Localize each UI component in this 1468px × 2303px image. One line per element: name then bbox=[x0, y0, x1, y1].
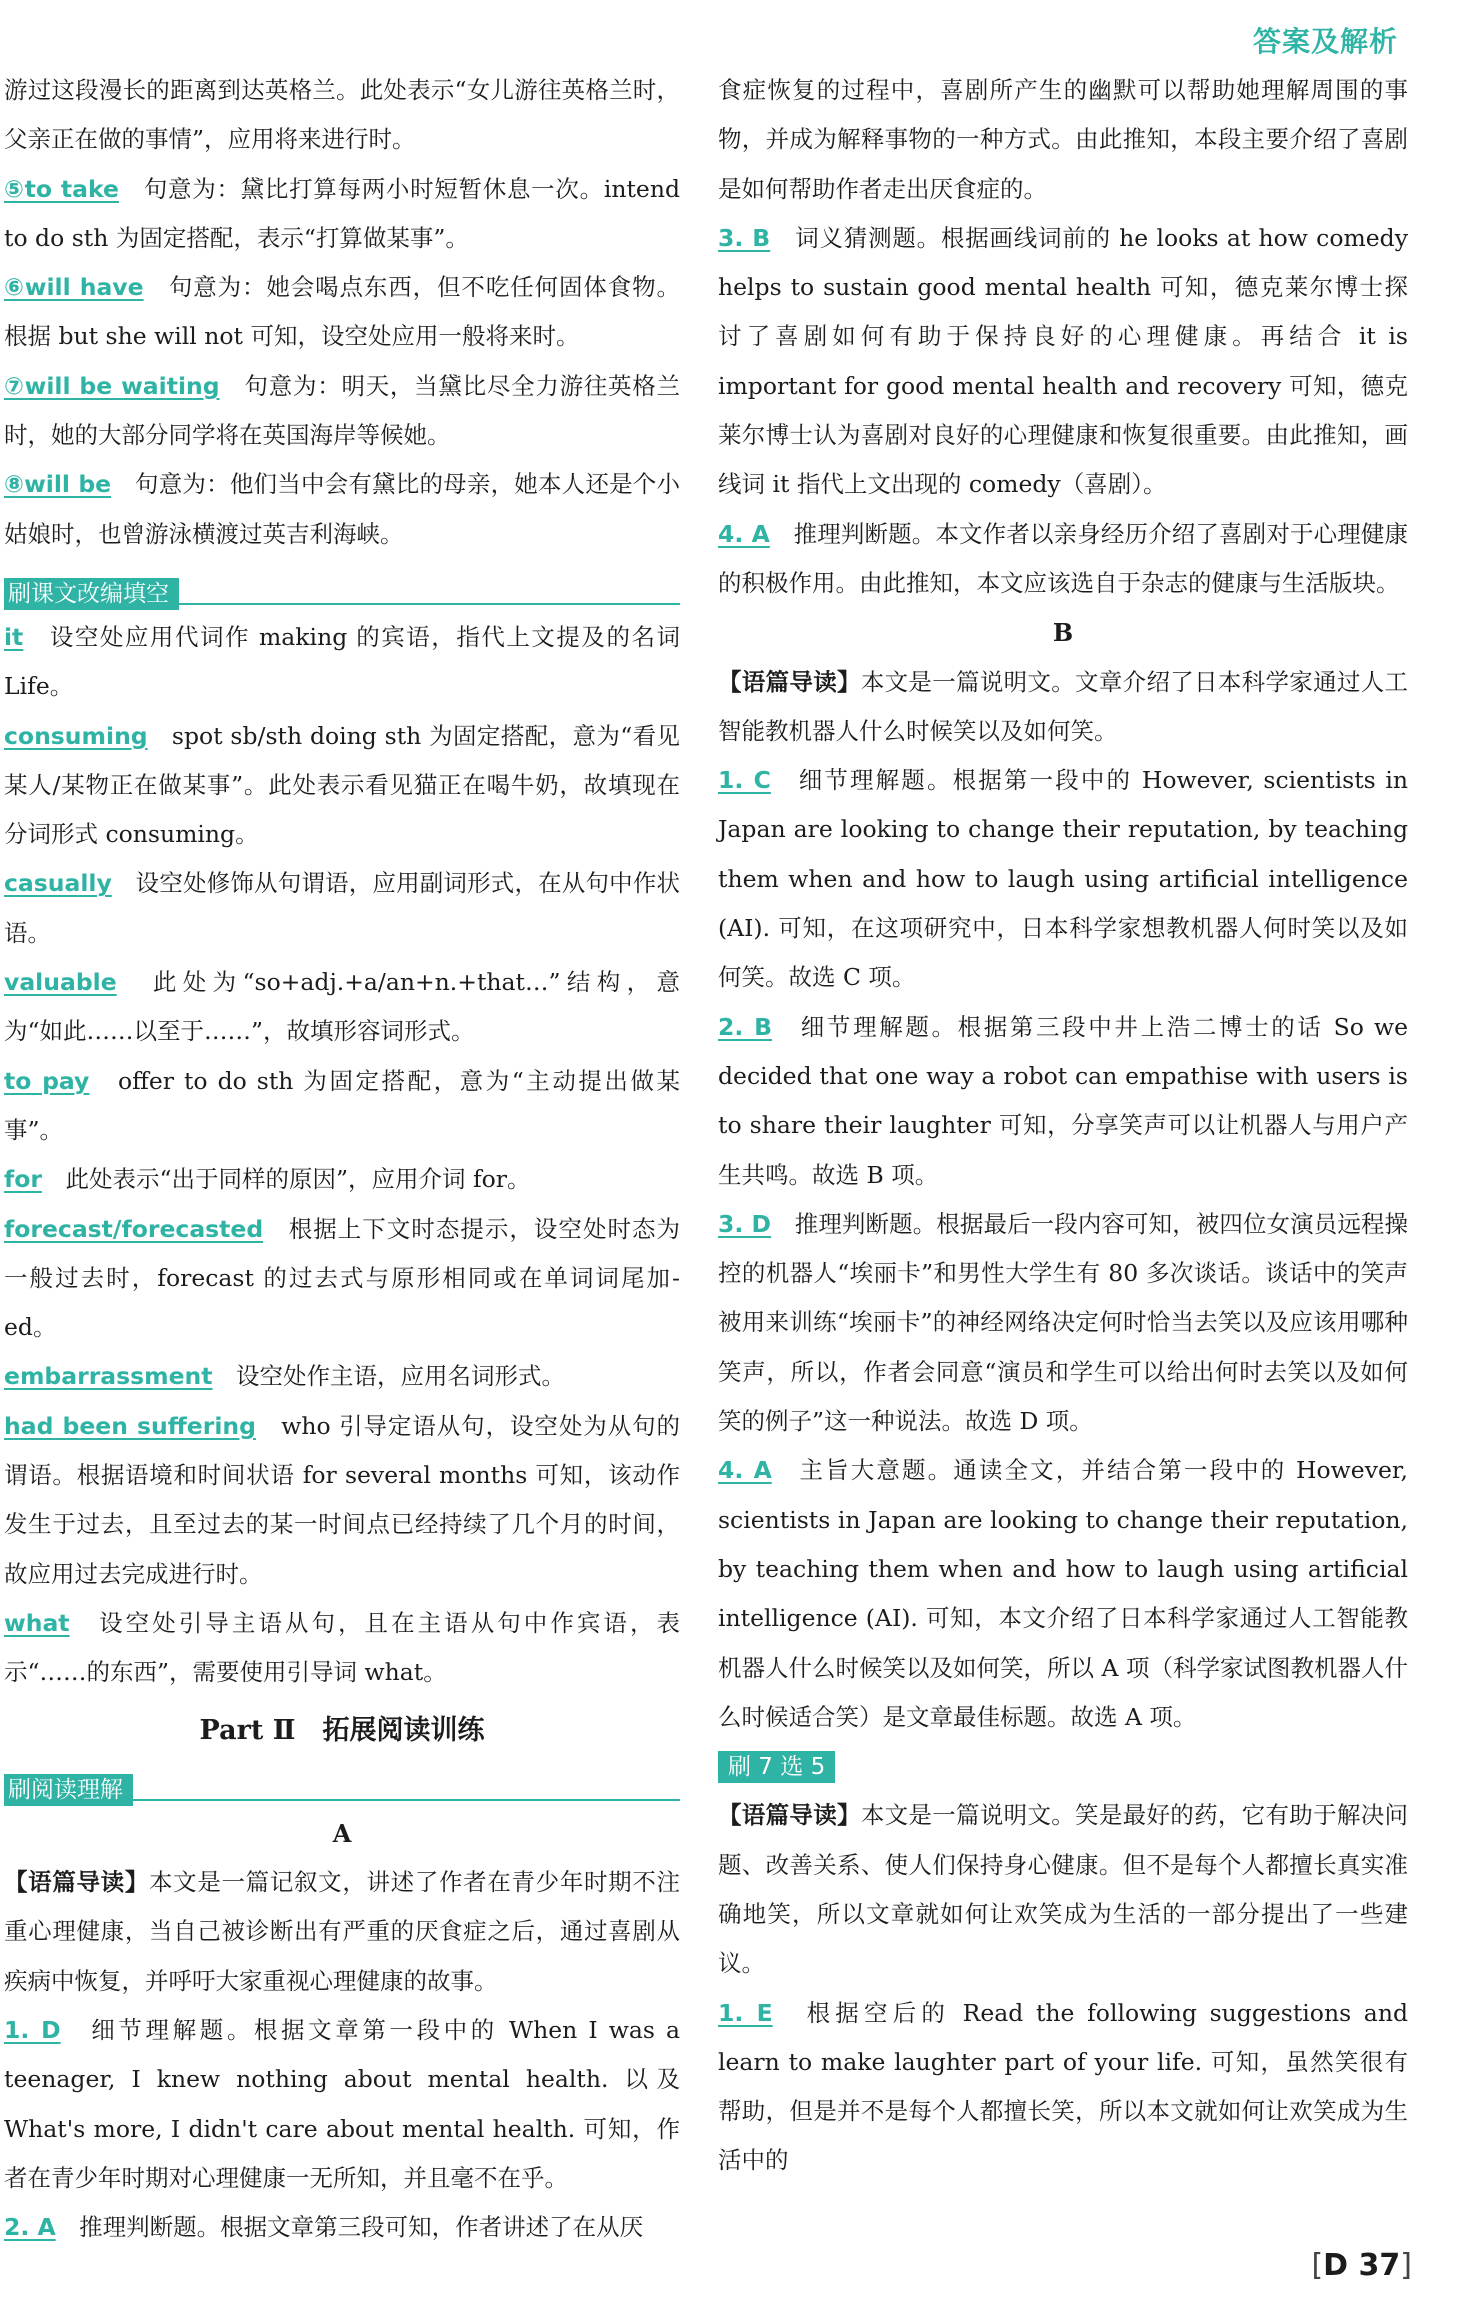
passage-label-a: A bbox=[332, 1818, 352, 1848]
passage-label-b: B bbox=[1052, 618, 1074, 648]
question-a3: 3. B 词义猜测题。根据画线词前的 he looks at how comedy helps to sustain good mental health 可知，德克莱尔博士探讨了喜剧如何有助于保持良好的心理健康。再结合 it is important for good mental health and recovery 可知，德克莱尔博士认为喜剧对良好的心理健康和恢复很重要。由此推知，画线词 it 指代上文出现的 comedy（喜剧）。 bbox=[718, 223, 1408, 499]
page-number: [D 37] bbox=[1311, 2248, 1412, 2283]
fill-item-2: consuming spot sb/sth doing sth 为固定搭配，意为“看见某人/某物正在做某事”。此处表示看见猫正在喝牛奶，故填现在分词形式 consuming。 bbox=[4, 721, 680, 849]
fill-item-9: had been suffering who 引导定语从句，设空处为从句的谓语。根据语境和时间状语 for several months 可知，该动作发生于过去，且至过去的某一时间点已经持续了几个月的时间，故应用过去完成进行时。 bbox=[4, 1411, 681, 1588]
fill-item-1: it 设空处应用代词作 making 的宾语，指代上文提及的名词 Life。 bbox=[4, 622, 680, 701]
section-heading-reading: 刷阅读理解 bbox=[4, 1765, 680, 1801]
answer-item-6: ⑥will have 句意为：她会喝点东西，但不吃任何固体食物。根据 but she will not 可知，设空处应用一般将来时。 bbox=[4, 273, 680, 351]
section-heading-fill-blank: 刷课文改编填空 bbox=[4, 569, 680, 605]
paragraph: 食症恢复的过程中，喜剧所产生的幽默可以帮助她理解周围的事物，并成为解释事物的一种方式。由此推知，本段主要介绍了喜剧是如何帮助作者走出厌食症的。 bbox=[718, 76, 1408, 203]
fill-item-5: to pay offer to do sth 为固定搭配，意为“主动提出做某事”。 bbox=[4, 1066, 681, 1144]
passage-guide-b: 【语篇导读】本文是一篇说明文。文章介绍了日本科学家通过人工智能教机器人什么时候笑以及如何笑。 bbox=[718, 667, 1409, 745]
question-b1: 1. C 细节理解题。根据第一段中的 However, scientists in Japan are looking to change their reputation, by teaching them when and how to laugh using artificial intelligence (AI). 可知，在这项研究中，日本科学家想教机器人何时笑以及如何笑。故选 C 项。 bbox=[718, 766, 1408, 992]
fill-item-10: what 设空处引导主语从句，且在主语从句中作宾语，表示“……的东西”，需要使用引导词 what。 bbox=[4, 1608, 681, 1687]
paragraph: 游过这段漫长的距离到达英格兰。此处表示“女儿游往英格兰时，父亲正在做的事情”，应用将来进行时。 bbox=[4, 76, 680, 154]
passage-guide-a: 【语篇导读】本文是一篇记叙文，讲述了作者在青少年时期不注重心理健康，当自己被诊断出有严重的厌食症之后，通过喜剧从疾病中恢复，并呼吁大家重视心理健康的故事。 bbox=[4, 1868, 680, 1995]
question-a4: 4. A 推理判断题。本文作者以亲身经历介绍了喜剧对于心理健康的积极作用。由此推知，本文应该选自于杂志的健康与生活版块。 bbox=[718, 519, 1409, 597]
fill-item-8: embarrassment 设空处作主语，应用名词形式。 bbox=[4, 1362, 566, 1391]
answer-item-7: ⑦will be waiting 句意为：明天，当黛比尽全力游往英格兰时，她的大部分同学将在英国海岸等候她。 bbox=[4, 371, 681, 450]
question-b2: 2. B 细节理解题。根据第三段中井上浩二博士的话 So we decided that one way a robot can empathise with users is to share their laughter 可知，分享笑声可以让机器人与用户产生共鸣。故选 B 项。 bbox=[718, 1012, 1409, 1189]
section-tag-7-choose-5: 刷 7 选 5 bbox=[718, 1742, 1408, 1791]
question-a1: 1. D 细节理解题。根据文章第一段中的 When I was a teenager, I knew nothing about mental health. 以及 What's more, I didn't care about mental health. 可知，作者在青少年时期对心理健康一无所知，并且毫不在乎。 bbox=[4, 2015, 680, 2192]
question-a2: 2. A 推理判断题。根据文章第三段可知，作者讲述了在从厌 bbox=[4, 2213, 644, 2242]
question-c1: 1. E 根据空后的 Read the following suggestions and learn to make laughter part of your life. 可知，虽然笑很有帮助，但是并不是每个人都擅长笑，所以本文就如何让欢笑成为生活中的 bbox=[718, 1998, 1408, 2175]
answer-item-8: ⑧will be 句意为：他们当中会有黛比的母亲，她本人还是个小姑娘时，也曾游泳横渡过英吉利海峡。 bbox=[4, 470, 680, 548]
right-column bbox=[718, 66, 1408, 2186]
part-title: Part Ⅱ 拓展阅读训练 bbox=[199, 1714, 485, 1746]
passage-guide-c: 【语篇导读】本文是一篇说明文。笑是最好的药，它有助于解决问题、改善关系、使人们保持身心健康。但不是每个人都擅长真实准确地笑，所以文章就如何让欢笑成为生活的一部分提出了一些建议。 bbox=[718, 1801, 1409, 1978]
left-column bbox=[4, 66, 680, 2252]
question-b4: 4. A 主旨大意题。通读全文，并结合第一段中的 However, scientists in Japan are looking to change their reputation, by teaching them when and how to laugh using artificial intelligence (AI). 可知，本文介绍了日本科学家通过人工智能教机器人什么时候笑以及如何笑，所以 A 项（科学家试图教机器人什么时候适合笑）是文章最佳标题。故选 A 项。 bbox=[718, 1456, 1408, 1731]
fill-item-3: casually 设空处修饰从句谓语，应用副词形式，在从句中作状语。 bbox=[4, 869, 681, 947]
fill-item-7: forecast/forecasted 根据上下文时态提示，设空处时态为一般过去时，forecast 的过去式与原形相同或在单词词尾加-ed。 bbox=[4, 1214, 681, 1342]
answer-item-5: ⑤to take 句意为：黛比打算每两小时短暂休息一次。intend to do sth 为固定搭配，表示“打算做某事”。 bbox=[4, 174, 680, 252]
fill-item-6: for 此处表示“出于同样的原因”，应用介词 for。 bbox=[4, 1165, 531, 1194]
fill-item-4: valuable 此处为“so+adj.+a/an+n.+that…”结构，意为“如此……以至于……”，故填形容词形式。 bbox=[4, 968, 680, 1046]
question-b3: 3. D 推理判断题。根据最后一段内容可知，被四位女演员远程操控的机器人“埃丽卡”和男性大学生有 80 多次谈话。谈话中的笑声被用来训练“埃丽卡”的神经网络决定何时恰当去笑以及应该用哪种笑声，所以，作者会同意“演员和学生可以给出何时去笑以及如何笑的例子”这一种说法。故选 D 项。 bbox=[718, 1209, 1409, 1436]
page-header-title: 答案及解析 bbox=[1252, 25, 1398, 58]
